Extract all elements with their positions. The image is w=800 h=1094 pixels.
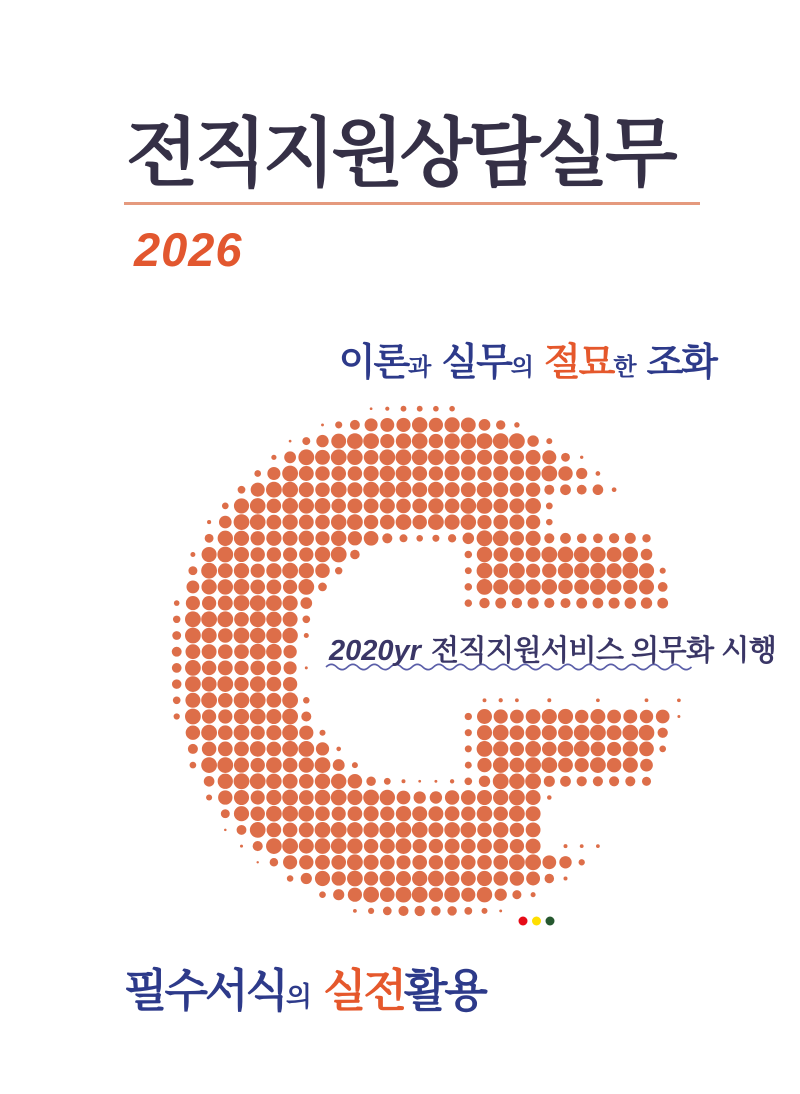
mandate-banner — [329, 628, 776, 669]
status-dot — [546, 917, 555, 926]
footer-segment-accent: 실전 — [322, 965, 404, 1016]
footer-segment: 필수서식 — [124, 965, 286, 1016]
tagline-segment: 이론 — [338, 342, 409, 384]
banner-text: 전직지원서비스 의무화 시행 — [430, 635, 777, 667]
status-dots — [519, 917, 555, 926]
banner-year: 2020yr — [329, 635, 421, 667]
page-title: 전직지원상담실무 — [126, 111, 674, 195]
edition-year: 2026 — [134, 223, 243, 276]
footer-particle: 의 — [285, 982, 309, 1012]
status-dot — [532, 917, 541, 926]
tagline-segment: 조화 — [646, 342, 716, 384]
tagline-particle: 한 — [613, 354, 635, 381]
tagline-segment-accent: 절묘 — [543, 342, 614, 384]
footer-segment: 활용 — [403, 965, 485, 1016]
status-dot — [519, 917, 528, 926]
tagline-particle: 과 — [408, 354, 430, 381]
tagline-particle: 의 — [510, 354, 532, 381]
tagline-segment: 실무 — [441, 342, 511, 384]
